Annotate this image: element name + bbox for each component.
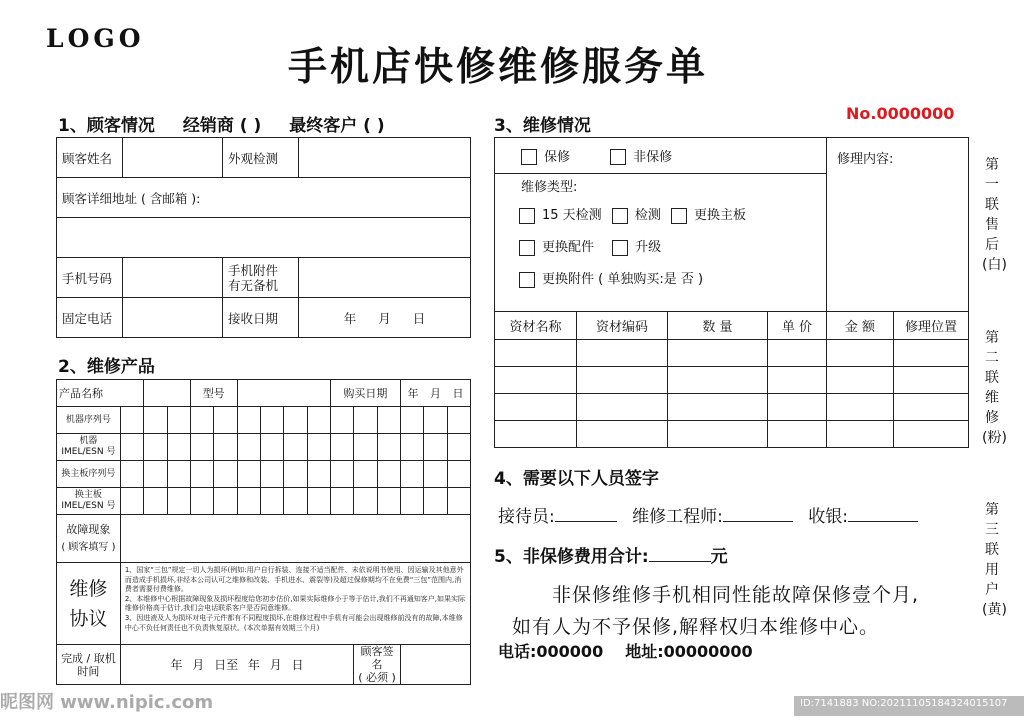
model-field[interactable] <box>237 380 330 407</box>
product-name-field[interactable] <box>144 380 191 407</box>
agreement-terms: 1、国家“三包”规定一切人为损坏(例如:用户自行拆装、连接不适当配件、未依说明书使用、因运输及其他意外而造成手机损坏,非经本公司认可之维修和改装、手机进水、震裂等)及超过保修期均不在免费“三包”范围内,消费者需要付费维修。 2、本维修中心根据故障现象及损坏程度给您初步估价,如果实际维修小于等于估计,我们不再通知客户,如果实际维修价格高于估计,我们会电话联系客户是否同意维修。 3、因进液及人为损坏对电子元件都有不同程度损坏,在维修过程中手机有可能会出现维修前没有的故障,本维修中心不负任何责任也不负责恢复原状。(本次单据有效期三个月) <box>120 563 470 645</box>
watermark-site: 昵图网 www.nipic.com <box>0 692 214 713</box>
address-label: 顾客详细地址 ( 含邮箱 ): <box>57 178 471 218</box>
receptionist-signature[interactable] <box>555 505 617 522</box>
contact-phone: 电话:000000 <box>498 642 604 661</box>
logo: LOGO <box>46 24 145 53</box>
contact-line <box>498 639 753 662</box>
option-replace-board[interactable]: 更换主板 <box>671 206 746 226</box>
completion-date-field[interactable]: 年 月 日至 年 月 日 <box>120 645 353 685</box>
copy-label-1: 第一联售后(白) <box>982 157 1007 273</box>
board-serial-row: 换主板序列号 <box>57 461 471 488</box>
section1-heading: 1、顾客情况 经销商 ( ) 最终客户 ( ) <box>58 116 385 136</box>
page-title: 手机店快修维修服务单 <box>288 45 709 90</box>
materials-header: 资材名称 资材编码 数 量 单 价 金 额 修理位置 <box>495 312 969 340</box>
imei-row: 机器 IMEL/ESN 号 <box>57 434 471 461</box>
section4-heading: 4、需要以下人员签字 <box>494 469 659 489</box>
nonwarranty-option[interactable]: 非保修 <box>610 146 672 166</box>
materials-row <box>495 421 969 448</box>
warranty-checkbox[interactable] <box>521 149 537 165</box>
copy-label-3: 第三联用户(黄) <box>982 502 1007 618</box>
copy-label-2: 第二联维修(粉) <box>982 330 1007 446</box>
option-replace-parts[interactable]: 更换配件 <box>519 238 594 258</box>
nonwarranty-checkbox[interactable] <box>610 149 626 165</box>
cashier-signature[interactable] <box>848 505 918 522</box>
repair-table: 保修 非保修 修理内容: 维修类型: 15 天检测 检测 更换主板 更换配件 升级 更换附件 ( 单独购买:是 否 ) 资材名称 资材编码 数 量 单 价 金 额 修理位置 <box>494 137 969 448</box>
materials-row <box>495 340 969 367</box>
watermark-id: ID:7141883 NO:20211105184324015107 <box>800 698 1008 709</box>
purchase-date-field[interactable]: 年 月 日 <box>400 380 470 407</box>
customer-signature-field[interactable] <box>400 645 470 685</box>
notice-line-1: 非保修维修手机相同性能故障保修壹个月, <box>552 584 920 606</box>
fee-total-field[interactable] <box>649 545 711 562</box>
section3-heading: 3、维修情况 <box>494 116 591 136</box>
section5-heading: 5、非保修费用合计: 元 <box>494 547 728 567</box>
notice-line-2: 如有人为不予保修,解释权归本维修中心。 <box>512 616 880 638</box>
warranty-option[interactable]: 保修 <box>521 146 570 166</box>
serial-number: No.0000000 <box>846 104 955 123</box>
signature-line: 接待员: 维修工程师: 收银: <box>498 502 918 527</box>
address-field[interactable] <box>57 218 471 258</box>
appearance-field[interactable] <box>299 138 471 178</box>
option-upgrade[interactable]: 升级 <box>612 238 661 258</box>
customer-name-field[interactable] <box>123 138 223 178</box>
phone-field[interactable] <box>123 258 223 298</box>
engineer-signature[interactable] <box>723 505 793 522</box>
landline-field[interactable] <box>123 298 223 338</box>
agreement-label: 维修 协议 <box>57 563 121 645</box>
fault-field[interactable] <box>120 515 470 563</box>
repair-content-field[interactable]: 修理内容: <box>827 138 969 312</box>
section2-heading: 2、维修产品 <box>58 357 155 377</box>
option-15day[interactable]: 15 天检测 <box>519 206 602 226</box>
option-replace-accessory[interactable]: 更换附件 ( 单独购买:是 否 ) <box>519 270 703 290</box>
serial-row: 机器序列号 <box>57 407 471 434</box>
materials-row <box>495 394 969 421</box>
product-table: 产品名称 型号 购买日期 年 月 日 机器序列号 机器 IMEL/ESN 号 换主板序列号 换主板 IMEL/ESN 号 故障现象 ( 顾客填写 ) 维修 协议 1、国家“三包”规定一切人为损坏(例如:用户自行拆装、连接不适当配件、未依说明书使用、因运输及其他意外而造成手机损坏,非经本公司认可之维修和改装、手机进水、震裂等)及超过保修期均不在免费“三包”范围内,消费者需要付费维修。 2、本维修中心根据故障现象及损坏程度给您初步估价,如果实际维修小于等于估计,我们不再通知客户,如果实际维修价格高于估计,我们会电话联系客户是否同意维修。 3、因进液及人为损坏对电子元件都有不同程度损坏,在维修过程中手机有可能会出现维修前没有的故障,本维修中心不负任何责任也不负责恢复原状。(本次单据有效期三个月) 完成 / 取机 时间 年 月 日至 年 月 日 顾客签名 ( 必须 ) <box>56 379 471 685</box>
received-date-field[interactable]: 年 月 日 <box>299 298 471 338</box>
board-imei-row: 换主板 IMEL/ESN 号 <box>57 488 471 515</box>
materials-row <box>495 367 969 394</box>
customer-option[interactable]: 最终客户 ( ) <box>289 116 385 136</box>
accessories-field[interactable] <box>299 258 471 298</box>
contact-address: 地址:00000000 <box>625 642 753 661</box>
customer-info-table: 顾客姓名 外观检测 顾客详细地址 ( 含邮箱 ): 手机号码 手机附件 有无备机 固定电话 接收日期 年 月 日 <box>56 137 471 338</box>
dealer-option[interactable]: 经销商 ( ) <box>182 116 262 136</box>
option-check[interactable]: 检测 <box>612 206 661 226</box>
